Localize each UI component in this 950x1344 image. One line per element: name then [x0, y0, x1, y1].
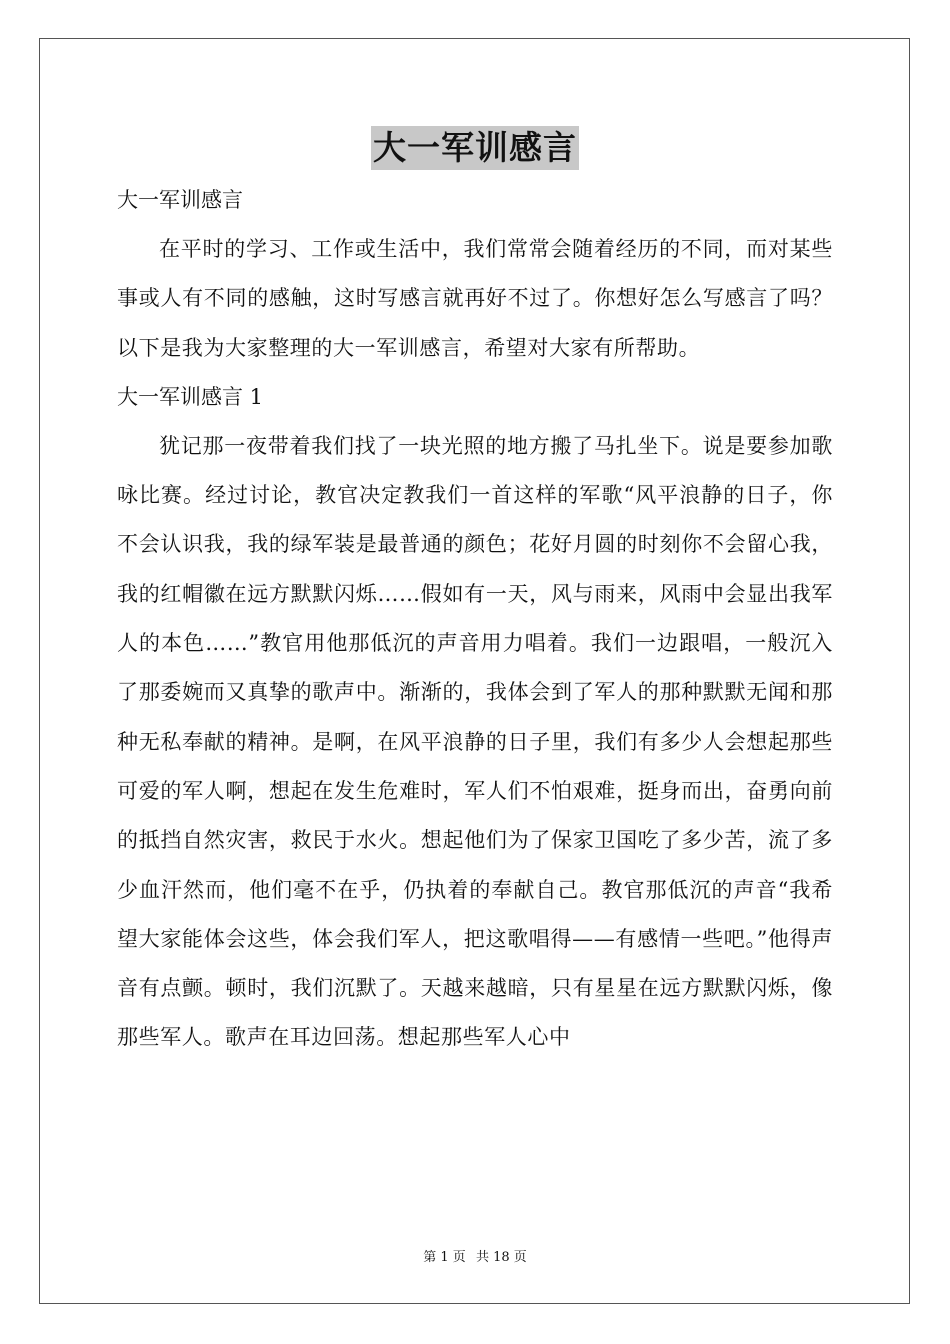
- document-body: [117, 176, 833, 1209]
- page-number: 第 1 页: [423, 1250, 466, 1265]
- document-subtitle: 大一军训感言: [117, 188, 243, 212]
- section-heading: 大一军训感言 1: [117, 384, 264, 409]
- section-body-container: [117, 422, 833, 1209]
- section-paragraph: 犹记那一夜带着我们找了一块光照的地方搬了马扎坐下。说是要参加歌咏比赛。经过讨论，教官决定教我们一首这样的军歌“风平浪静的日子，你不会认识我，我的绿军装是最普通的颜色；花好月圆的时刻你不会留心我，我的红帽徽在远方默默闪烁……假如有一天，风与雨来，风雨中会显出我军人的本色……”教官用他那低沉的声音用力唱着。我们一边跟唱，一般沉入了那委婉而又真挚的歌声中。渐渐的，我体会到了军人的那种默默无闻和那种无私奉献的精神。是啊，在风平浪静的日子里，我们有多少人会想起那些可爱的军人啊，想起在发生危难时，军人们不怕艰难，挺身而出，奋勇向前的抵挡自然灾害，救民于水火。想起他们为了保家卫国吃了多少苦，流了多少血汗然而，他们毫不在乎，仍执着的奉献自己。教官那低沉的声音“我希望大家能体会这些，体会我们军人，把这歌唱得——有感情一些吧。”他得声音有点颤。顿时，我们沉默了。天越来越暗，只有星星在远方默默闪烁，像那些军人。歌声在耳边回荡。想起那些军人心中: [117, 433, 833, 1050]
- document-title: 大一军训感言: [371, 126, 579, 170]
- title-container: [0, 126, 950, 170]
- page-total: 共 18 页: [475, 1250, 527, 1265]
- intro-paragraph: 在平时的学习、工作或生活中，我们常常会随着经历的不同，而对某些事或人有不同的感触，这时写感言就再好不过了。你想好怎么写感言了吗？以下是我为大家整理的大一军训感言，希望对大家有所帮助。: [117, 237, 833, 360]
- page-footer: [0, 1246, 950, 1265]
